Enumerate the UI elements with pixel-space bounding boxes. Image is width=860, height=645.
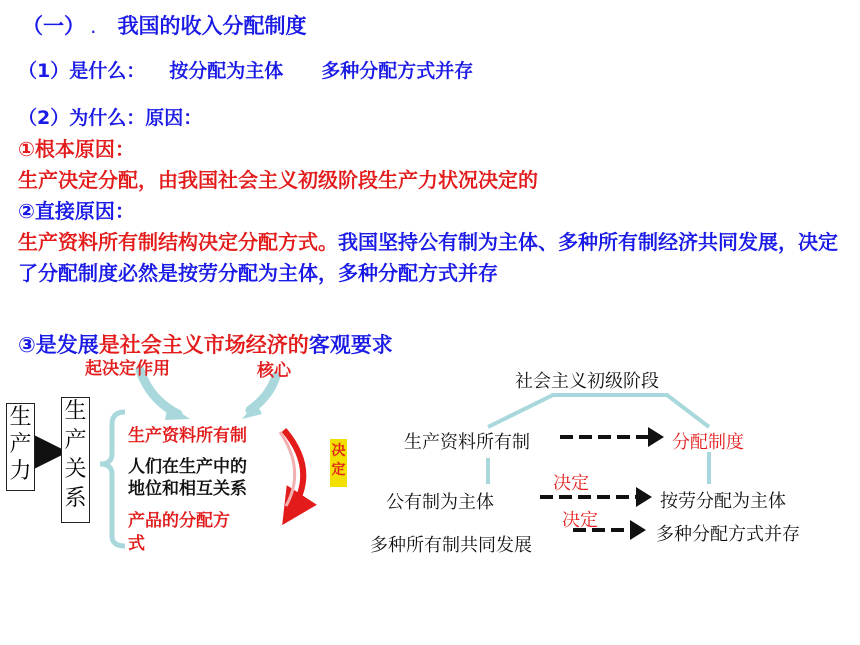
reason-1-body: 生产决定分配，由我国社会主义初级阶段生产力状况决定的: [18, 168, 538, 192]
why-line: （2）为什么：原因：: [18, 107, 203, 129]
pf-char-2: 产: [9, 432, 32, 457]
node-mixed-ownership: 多种所有制共同发展: [370, 535, 532, 556]
reason-3-part3: 客观要求: [308, 333, 393, 357]
pr-char-4: 系: [64, 486, 87, 511]
node-multiple-distribution: 多种分配方式并存: [656, 524, 800, 545]
node-public-ownership: 公有制为主体: [386, 492, 494, 513]
label-decides-1: 决定: [553, 473, 589, 494]
reason-2-red: 生产资料所有制结构决定分配方式。: [18, 230, 338, 254]
box-productive-forces: [6, 403, 35, 491]
section-title: 我国的收入分配制度: [117, 14, 307, 38]
reason-3-part2: 是社会主义市场经济的: [98, 333, 309, 357]
node-primary-stage: 社会主义初级阶段: [515, 371, 659, 392]
node-labor-distribution: 按劳分配为主体: [660, 491, 786, 512]
annot-decisive: 起决定作用: [85, 359, 170, 379]
item-relations-line2: 地位和相互关系: [128, 479, 247, 499]
decide-tag-char-2: 定: [331, 462, 346, 478]
reason-3-part1: ③是发展: [18, 333, 99, 357]
dash-arrowhead-1: [648, 427, 664, 447]
decide-tag: [330, 439, 347, 487]
tree-lines-top: [488, 395, 709, 427]
reason-2-label: ②直接原因：: [18, 199, 135, 223]
box-production-relations: [61, 397, 90, 523]
item-distribution-line2: 式: [128, 534, 145, 554]
node-ownership: 生产资料所有制: [404, 432, 530, 453]
item-relations-line1: 人们在生产中的: [128, 457, 247, 477]
what-answer-b: 多种分配方式并存: [321, 60, 474, 82]
reason-2-blue: 我国坚持公有制为主体、多种所有制经济共同发展，决定了分配制度必然是按劳分配为主体，多种分配方式并存: [18, 230, 838, 285]
item-ownership: 生产资料所有制: [128, 426, 247, 446]
pr-char-3: 关: [64, 457, 87, 482]
pr-char-1: 生: [64, 399, 87, 424]
annot-core: 核心: [257, 361, 291, 381]
pf-char-1: 生: [9, 405, 32, 430]
item-distribution-line1: 产品的分配方: [128, 511, 230, 531]
dash-arrowhead-3: [630, 520, 646, 540]
item-relations: [128, 456, 247, 500]
dash-arrowhead-2: [636, 487, 652, 507]
pr-char-2: 产: [64, 428, 87, 453]
heading-dot: .: [91, 22, 96, 36]
annot-arrowhead-a: [165, 404, 190, 420]
item-distribution: [128, 510, 230, 556]
brace: [100, 412, 125, 546]
what-answer-a: 按分配为主体: [169, 60, 284, 82]
node-distribution-system: 分配制度: [672, 432, 744, 453]
section-number: （一）: [22, 14, 85, 38]
what-label: （1）是什么：: [18, 60, 146, 82]
reason-1-label: ①根本原因：: [18, 137, 135, 161]
label-decides-2: 决定: [562, 510, 598, 531]
pf-char-3: 力: [9, 459, 32, 484]
decide-tag-char-1: 决: [331, 443, 346, 459]
